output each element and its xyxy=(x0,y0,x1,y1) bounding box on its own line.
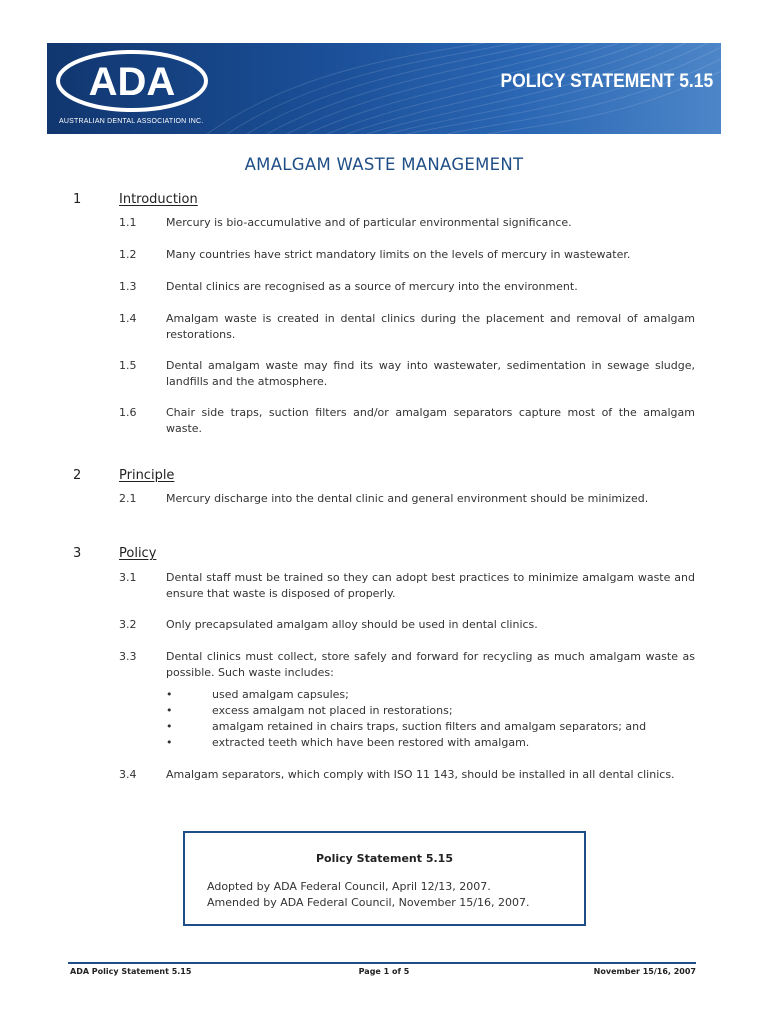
item-text: Many countries have strict mandatory limits on the levels of mercury in wastewater. xyxy=(166,248,631,261)
bullet-icon: • xyxy=(166,688,173,701)
bullet-icon: • xyxy=(166,720,173,733)
item-number: 3.4 xyxy=(119,768,137,781)
item-number: 1.2 xyxy=(119,248,137,261)
association-name: AUSTRALIAN DENTAL ASSOCIATION INC. xyxy=(59,118,204,125)
adopted-line: Adopted by ADA Federal Council, April 12/13, 2007. xyxy=(207,880,491,893)
section-number: 2 xyxy=(73,468,82,483)
info-box-title: Policy Statement 5.15 xyxy=(316,852,453,865)
bullet-icon: • xyxy=(166,704,173,717)
list-item: amalgam retained in chairs traps, suction filters and amalgam separators; and xyxy=(212,720,647,733)
section-heading-principle: Principle xyxy=(119,468,175,483)
item-text: Only precapsulated amalgam alloy should be used in dental clinics. xyxy=(166,618,538,631)
item-number: 1.4 xyxy=(119,312,137,325)
item-text: Chair side traps, suction filters and/or amalgam separators capture most of the amalgam waste. xyxy=(166,406,695,435)
item-text: Mercury is bio-accumulative and of particular environmental significance. xyxy=(166,216,572,229)
item-number: 3.1 xyxy=(119,571,137,584)
item-number: 3.2 xyxy=(119,618,137,631)
item-number: 3.3 xyxy=(119,650,137,663)
list-item: excess amalgam not placed in restorations; xyxy=(212,704,453,717)
item-text: Amalgam separators, which comply with ISO 11 143, should be installed in all dental clinics. xyxy=(166,768,675,781)
item-text: Dental clinics must collect, store safely and forward for recycling as much amalgam waste as possible. Such waste includes: xyxy=(166,650,695,679)
section-number: 1 xyxy=(73,192,82,207)
bullet-icon: • xyxy=(166,736,173,749)
item-text: Amalgam waste is created in dental clinics during the placement and removal of amalgam restorations. xyxy=(166,312,695,341)
item-number: 1.6 xyxy=(119,406,137,419)
header-banner xyxy=(47,43,721,134)
footer-divider xyxy=(68,962,696,964)
policy-statement-label: POLICY STATEMENT 5.15 xyxy=(500,71,713,92)
item-number: 1.3 xyxy=(119,280,137,293)
svg-text:ADA: ADA xyxy=(88,60,176,104)
item-number: 1.1 xyxy=(119,216,137,229)
page-title: AMALGAM WASTE MANAGEMENT xyxy=(244,155,524,174)
section-heading-introduction: Introduction xyxy=(119,192,198,207)
item-text: Dental amalgam waste may find its way into wastewater, sedimentation in sewage sludge, landfills and the atmosphere. xyxy=(166,359,695,388)
list-item: used amalgam capsules; xyxy=(212,688,349,701)
footer-page-number: Page 1 of 5 xyxy=(358,967,410,976)
footer-document-name: ADA Policy Statement 5.15 xyxy=(70,967,192,976)
item-text: Dental clinics are recognised as a source of mercury into the environment. xyxy=(166,280,578,293)
item-text: Mercury discharge into the dental clinic and general environment should be minimized. xyxy=(166,492,649,505)
section-heading-policy: Policy xyxy=(119,546,157,561)
ada-logo xyxy=(55,50,209,112)
item-number: 1.5 xyxy=(119,359,137,372)
item-text: Dental staff must be trained so they can adopt best practices to minimize amalgam waste and ensure that waste is disposed of properly. xyxy=(166,571,695,600)
footer-date: November 15/16, 2007 xyxy=(593,967,696,976)
list-item: extracted teeth which have been restored with amalgam. xyxy=(212,736,530,749)
item-number: 2.1 xyxy=(119,492,137,505)
policy-info-box xyxy=(183,831,586,926)
section-number: 3 xyxy=(73,546,82,561)
amended-line: Amended by ADA Federal Council, November 15/16, 2007. xyxy=(207,896,530,909)
